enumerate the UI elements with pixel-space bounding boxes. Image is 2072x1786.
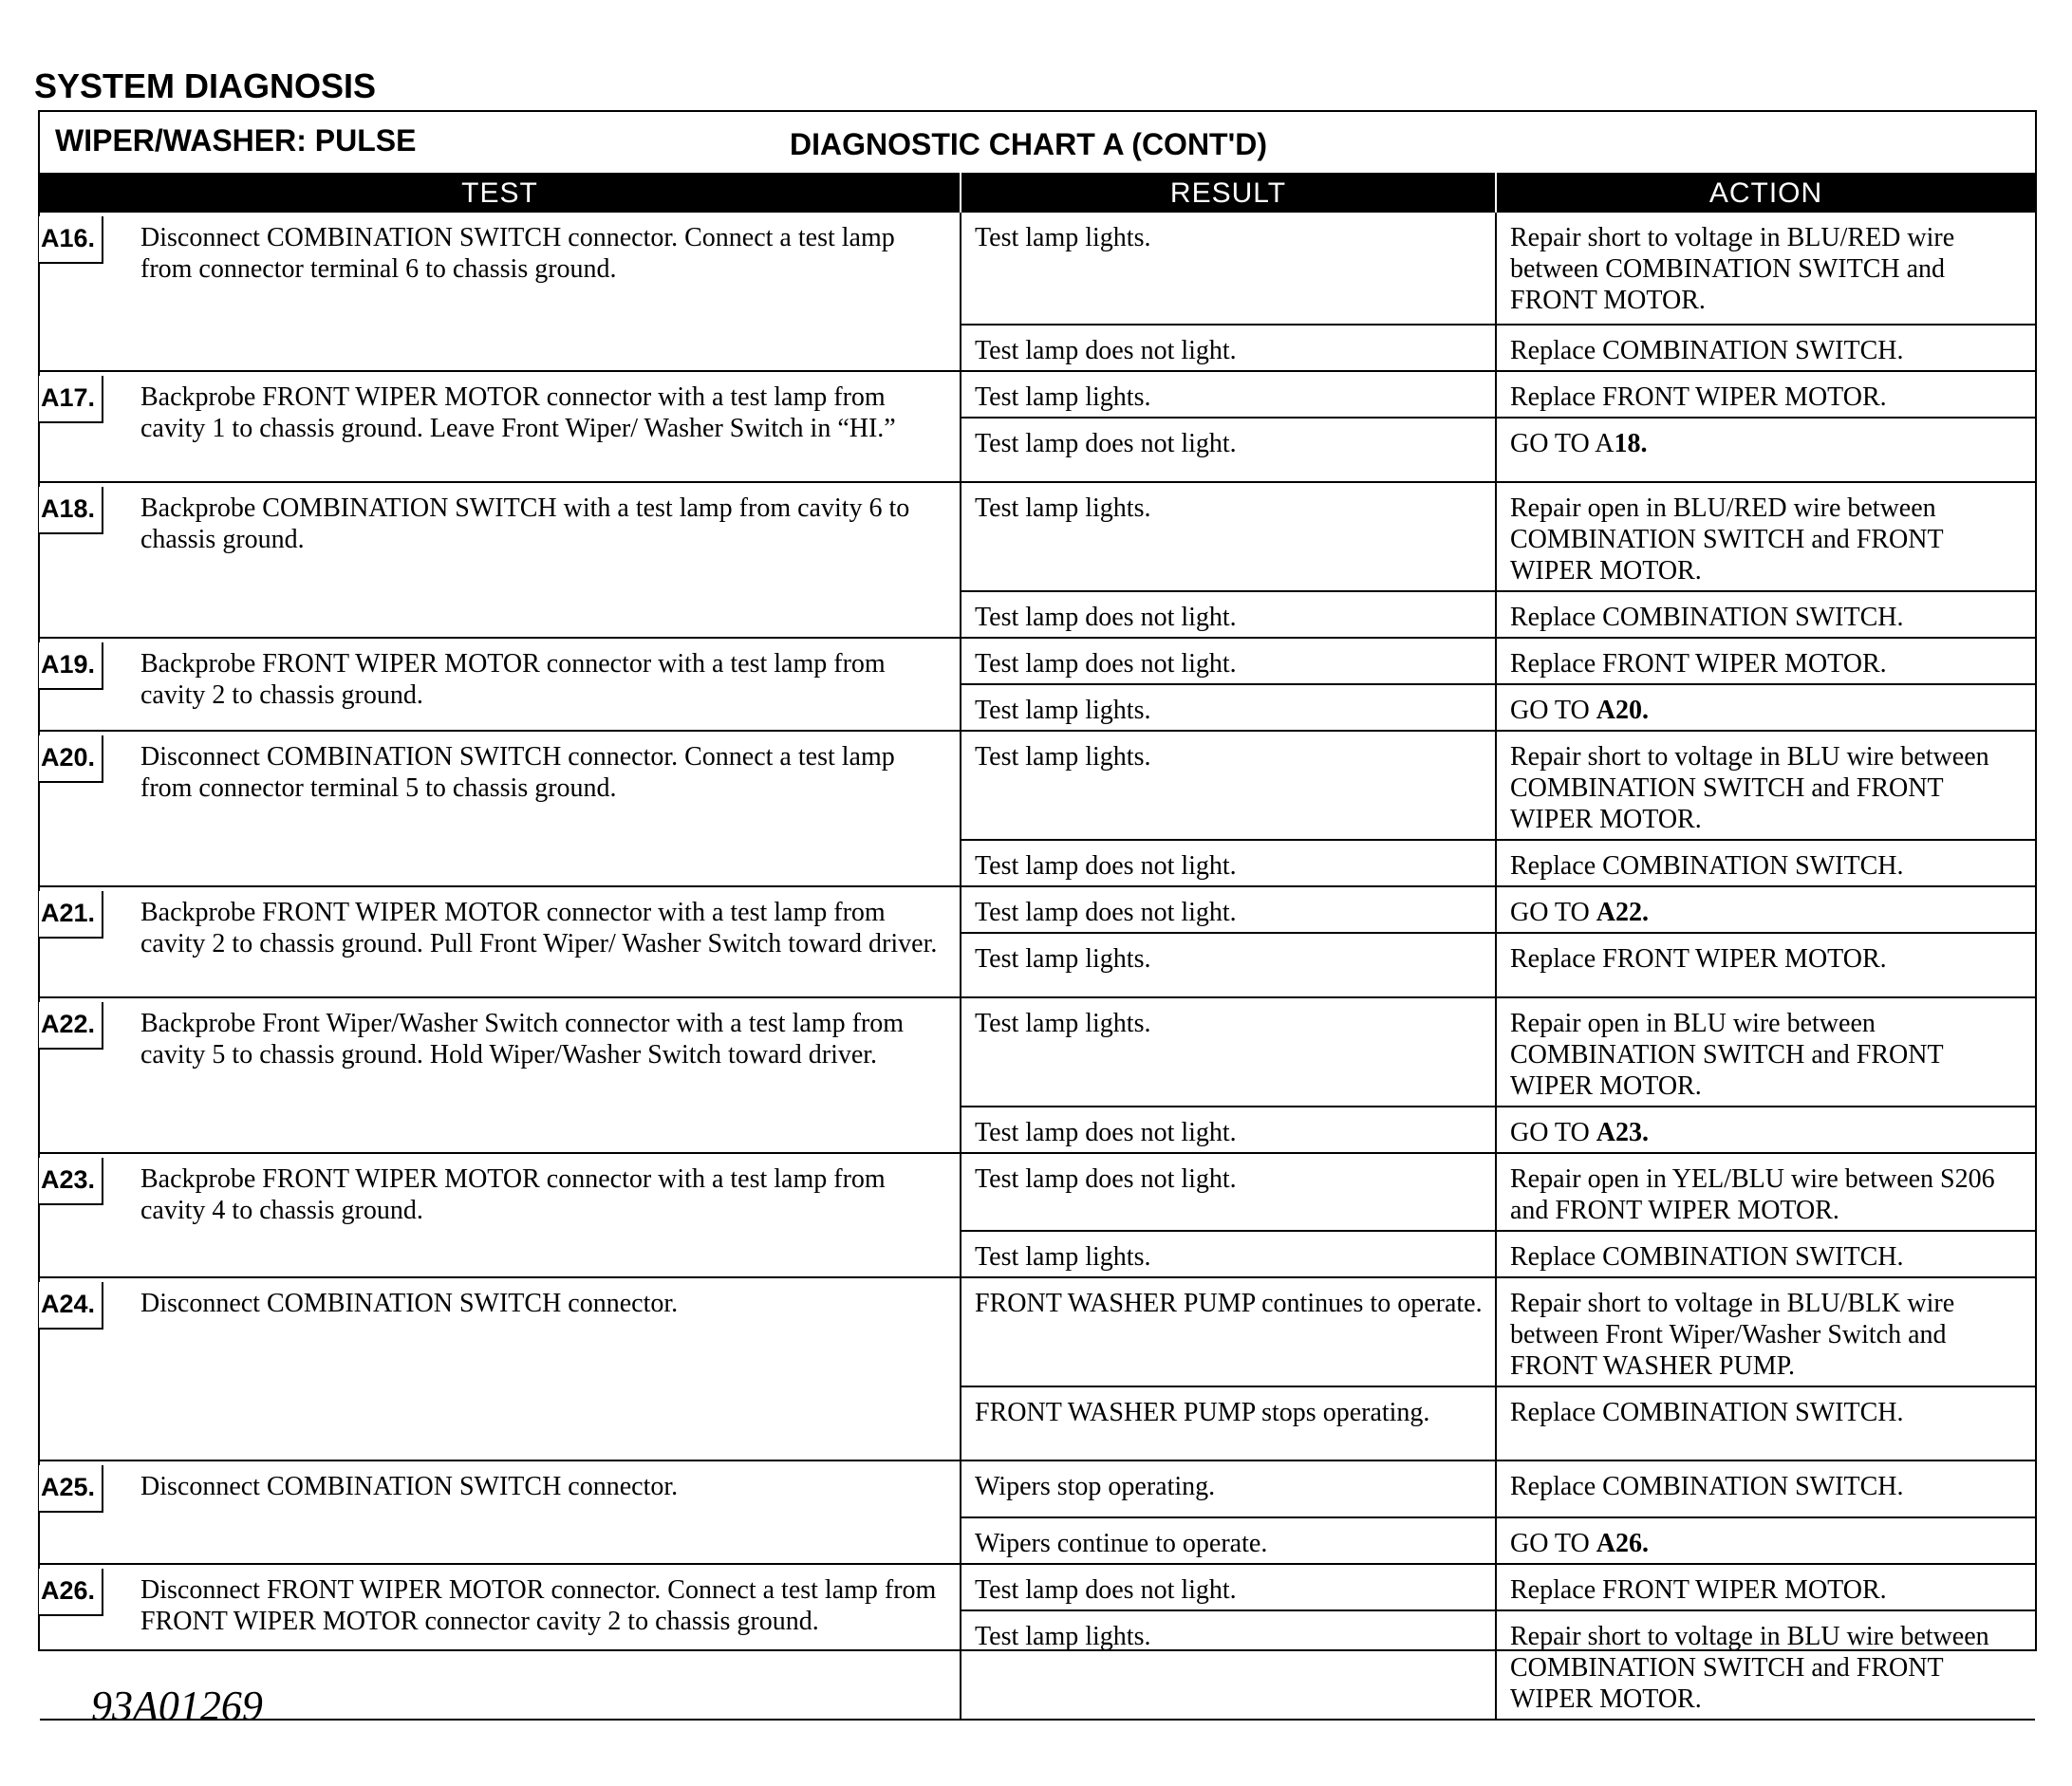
header-row bbox=[40, 173, 2035, 213]
step-id: A24. bbox=[39, 1282, 103, 1330]
table-row bbox=[40, 731, 2035, 840]
step-id: A25. bbox=[39, 1465, 103, 1513]
action-text: Replace COMBINATION SWITCH. bbox=[1510, 1472, 1904, 1501]
action-text: GO TO A bbox=[1510, 429, 1615, 458]
action-cell bbox=[1496, 933, 2035, 997]
action-target-step: 18. bbox=[1614, 429, 1648, 458]
result-cell: Wipers stop operating. bbox=[961, 1460, 1496, 1517]
result-cell: Test lamp lights. bbox=[961, 482, 1496, 591]
result-cell: Test lamp lights. bbox=[961, 684, 1496, 731]
table-row bbox=[40, 1564, 2035, 1610]
test-text: Backprobe FRONT WIPER MOTOR connector with a test lamp from cavity 2 to chassis ground. Pull Front Wiper/ Washer Switch toward driver. bbox=[140, 898, 938, 958]
step-id: A19. bbox=[39, 642, 103, 690]
action-text: Replace COMBINATION SWITCH. bbox=[1510, 851, 1904, 881]
table-row bbox=[40, 1460, 2035, 1517]
action-target-step: A20. bbox=[1596, 696, 1649, 725]
table-body bbox=[40, 213, 2035, 1720]
step-id: A16. bbox=[39, 216, 103, 264]
test-text: Disconnect COMBINATION SWITCH connector. Connect a test lamp from connector terminal 5 to chassis ground. bbox=[140, 742, 895, 803]
table-row bbox=[40, 1153, 2035, 1231]
result-cell: Test lamp does not light. bbox=[961, 325, 1496, 371]
action-cell bbox=[1496, 1460, 2035, 1517]
action-target-step: A26. bbox=[1596, 1529, 1649, 1558]
action-text: Replace FRONT WIPER MOTOR. bbox=[1510, 944, 1887, 974]
test-text: Disconnect COMBINATION SWITCH connector. Connect a test lamp from connector terminal 6 to chassis ground. bbox=[140, 223, 895, 284]
table-row bbox=[40, 997, 2035, 1107]
column-header-result: RESULT bbox=[961, 173, 1496, 213]
table-row bbox=[40, 886, 2035, 933]
result-cell: Wipers continue to operate. bbox=[961, 1517, 1496, 1564]
table-row bbox=[40, 638, 2035, 684]
action-cell bbox=[1496, 684, 2035, 731]
result-cell: Test lamp lights. bbox=[961, 213, 1496, 325]
test-text: Disconnect FRONT WIPER MOTOR connector. Connect a test lamp from FRONT WIPER MOTOR connector cavity 2 to chassis ground. bbox=[140, 1575, 937, 1636]
action-target-step: A22. bbox=[1596, 898, 1649, 927]
table-row bbox=[40, 213, 2035, 325]
step-id: A26. bbox=[39, 1569, 103, 1616]
action-cell bbox=[1496, 1517, 2035, 1564]
chart-title-bar bbox=[40, 112, 2035, 173]
action-cell bbox=[1496, 325, 2035, 371]
action-cell bbox=[1496, 371, 2035, 418]
result-cell: Test lamp lights. bbox=[961, 1610, 1496, 1720]
step-id: A22. bbox=[39, 1002, 103, 1050]
result-cell: Test lamp does not light. bbox=[961, 840, 1496, 886]
result-cell: Test lamp lights. bbox=[961, 933, 1496, 997]
page-heading: SYSTEM DIAGNOSIS bbox=[34, 66, 377, 105]
action-text: Repair short to voltage in BLU wire between COMBINATION SWITCH and FRONT WIPER MOTOR. bbox=[1510, 742, 1989, 834]
action-cell bbox=[1496, 482, 2035, 591]
test-cell bbox=[40, 1460, 961, 1564]
action-text: Replace COMBINATION SWITCH. bbox=[1510, 1242, 1904, 1272]
action-text: Repair short to voltage in BLU/RED wire between COMBINATION SWITCH and FRONT MOTOR. bbox=[1510, 223, 1955, 315]
test-text: Backprobe FRONT WIPER MOTOR connector with a test lamp from cavity 1 to chassis ground. Leave Front Wiper/ Washer Switch in “HI.” bbox=[140, 382, 896, 443]
test-cell bbox=[40, 1153, 961, 1277]
action-text: Replace FRONT WIPER MOTOR. bbox=[1510, 382, 1887, 412]
action-cell bbox=[1496, 1277, 2035, 1386]
table-row bbox=[40, 371, 2035, 418]
test-text: Backprobe FRONT WIPER MOTOR connector with a test lamp from cavity 2 to chassis ground. bbox=[140, 649, 886, 710]
action-cell bbox=[1496, 886, 2035, 933]
test-text: Backprobe FRONT WIPER MOTOR connector with a test lamp from cavity 4 to chassis ground. bbox=[140, 1164, 886, 1225]
result-cell: Test lamp does not light. bbox=[961, 418, 1496, 482]
column-header-test: TEST bbox=[40, 173, 961, 213]
action-cell bbox=[1496, 591, 2035, 638]
result-cell: Test lamp does not light. bbox=[961, 638, 1496, 684]
result-cell: FRONT WASHER PUMP stops operating. bbox=[961, 1386, 1496, 1460]
action-cell bbox=[1496, 1386, 2035, 1460]
action-cell bbox=[1496, 638, 2035, 684]
result-cell: Test lamp does not light. bbox=[961, 886, 1496, 933]
action-cell bbox=[1496, 1610, 2035, 1720]
action-target-step: A23. bbox=[1596, 1118, 1649, 1147]
action-cell bbox=[1496, 418, 2035, 482]
action-text: Repair short to voltage in BLU wire between COMBINATION SWITCH and FRONT WIPER MOTOR. bbox=[1510, 1622, 1989, 1714]
column-header-action: ACTION bbox=[1496, 173, 2035, 213]
action-cell bbox=[1496, 840, 2035, 886]
action-cell bbox=[1496, 731, 2035, 840]
action-cell bbox=[1496, 1153, 2035, 1231]
step-id: A21. bbox=[39, 891, 103, 939]
figure-id: 93A01269 bbox=[91, 1683, 263, 1729]
test-text: Disconnect COMBINATION SWITCH connector. bbox=[140, 1472, 679, 1501]
test-cell bbox=[40, 213, 961, 371]
action-cell bbox=[1496, 1231, 2035, 1277]
test-cell bbox=[40, 482, 961, 638]
test-text: Backprobe COMBINATION SWITCH with a test lamp from cavity 6 to chassis ground. bbox=[140, 493, 910, 554]
action-cell bbox=[1496, 1564, 2035, 1610]
action-text: GO TO bbox=[1510, 1118, 1596, 1147]
action-text: GO TO bbox=[1510, 1529, 1596, 1558]
result-cell: FRONT WASHER PUMP continues to operate. bbox=[961, 1277, 1496, 1386]
test-cell bbox=[40, 997, 961, 1153]
test-cell bbox=[40, 638, 961, 731]
action-cell bbox=[1496, 213, 2035, 325]
action-text: Repair open in BLU/RED wire between COMBINATION SWITCH and FRONT WIPER MOTOR. bbox=[1510, 493, 1944, 586]
result-cell: Test lamp lights. bbox=[961, 731, 1496, 840]
action-text: Replace FRONT WIPER MOTOR. bbox=[1510, 649, 1887, 679]
action-text: Replace FRONT WIPER MOTOR. bbox=[1510, 1575, 1887, 1605]
step-id: A18. bbox=[39, 487, 103, 534]
action-text: Replace COMBINATION SWITCH. bbox=[1510, 603, 1904, 632]
action-text: Repair open in YEL/BLU wire between S206 and FRONT WIPER MOTOR. bbox=[1510, 1164, 1995, 1225]
chart-title: DIAGNOSTIC CHART A (CONT'D) bbox=[790, 127, 1267, 161]
action-text: Repair open in BLU wire between COMBINATION SWITCH and FRONT WIPER MOTOR. bbox=[1510, 1009, 1944, 1101]
result-cell: Test lamp lights. bbox=[961, 1231, 1496, 1277]
action-cell bbox=[1496, 1107, 2035, 1153]
test-text: Backprobe Front Wiper/Washer Switch connector with a test lamp from cavity 5 to chassis ground. Hold Wiper/Washer Switch toward driver. bbox=[140, 1009, 905, 1070]
action-text: Repair short to voltage in BLU/BLK wire between Front Wiper/Washer Switch and FRONT WASHER PUMP. bbox=[1510, 1289, 1955, 1381]
result-cell: Test lamp lights. bbox=[961, 371, 1496, 418]
action-text: GO TO bbox=[1510, 696, 1596, 725]
result-cell: Test lamp does not light. bbox=[961, 1107, 1496, 1153]
chart-subject: WIPER/WASHER: PULSE bbox=[55, 123, 417, 158]
test-cell bbox=[40, 371, 961, 482]
action-text: Replace COMBINATION SWITCH. bbox=[1510, 1398, 1904, 1427]
result-cell: Test lamp does not light. bbox=[961, 1153, 1496, 1231]
diagnostic-table bbox=[40, 173, 2035, 1721]
test-cell bbox=[40, 1277, 961, 1460]
test-text: Disconnect COMBINATION SWITCH connector. bbox=[140, 1289, 679, 1318]
step-id: A20. bbox=[39, 735, 103, 783]
test-cell bbox=[40, 886, 961, 997]
test-cell bbox=[40, 731, 961, 886]
table-row bbox=[40, 1277, 2035, 1386]
action-cell bbox=[1496, 997, 2035, 1107]
action-text: Replace COMBINATION SWITCH. bbox=[1510, 336, 1904, 365]
step-id: A23. bbox=[39, 1158, 103, 1205]
step-id: A17. bbox=[39, 376, 103, 423]
result-cell: Test lamp does not light. bbox=[961, 591, 1496, 638]
action-text: GO TO bbox=[1510, 898, 1596, 927]
table-row bbox=[40, 482, 2035, 591]
result-cell: Test lamp lights. bbox=[961, 997, 1496, 1107]
result-cell: Test lamp does not light. bbox=[961, 1564, 1496, 1610]
